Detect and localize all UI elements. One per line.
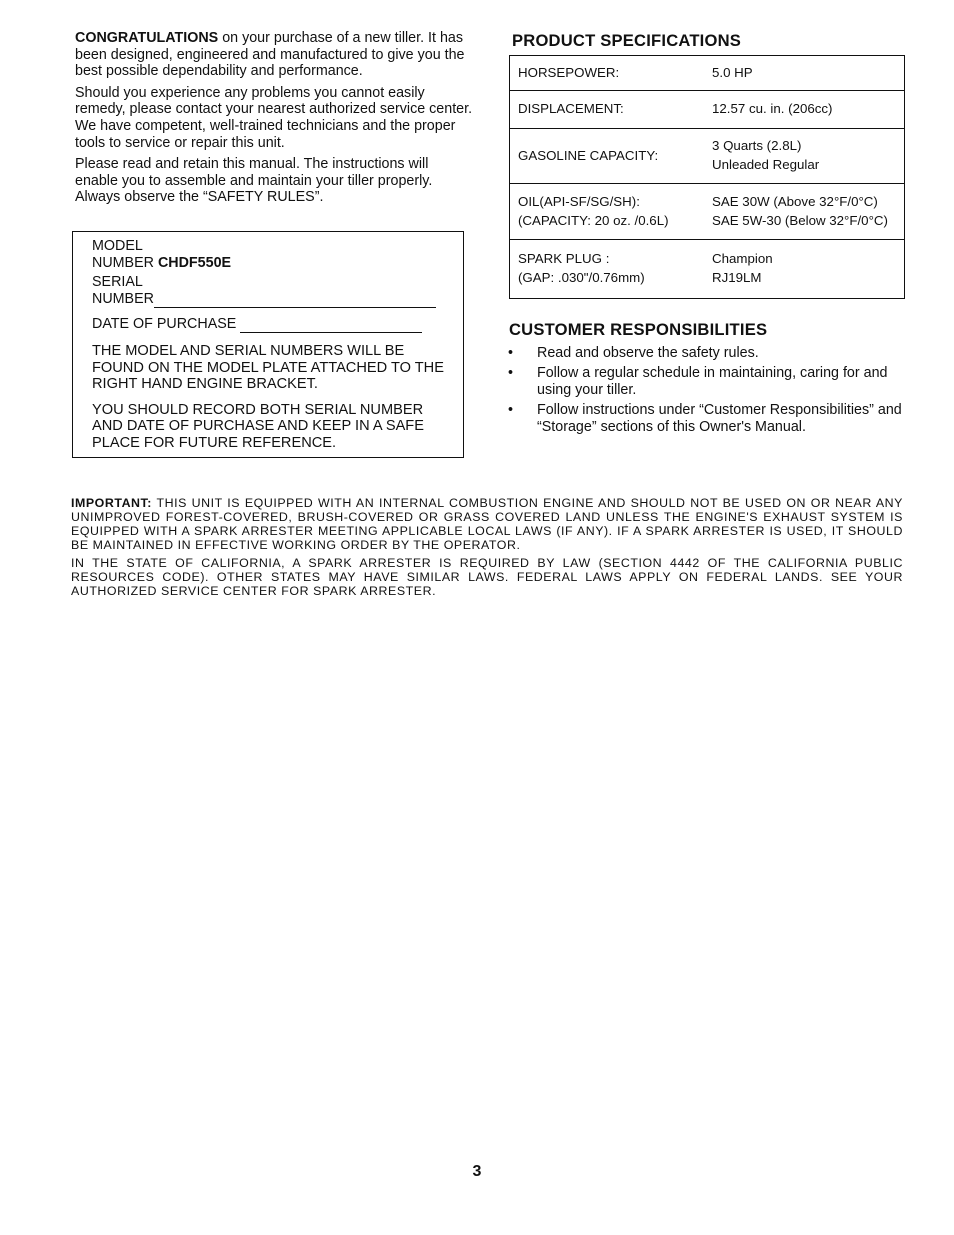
bullet-icon: • xyxy=(508,365,514,382)
important-text-1: THIS UNIT IS EQUIPPED WITH AN INTERNAL COMBUSTION ENGINE AND SHOULD NOT BE USED ON OR NEAR ANY UNIMPROVED FOREST-COVERED, BRUSH-COVERED OR GRASS COVERED LAND UNLESS THE ENGINE'S EXHAUST SYSTEM IS EQUIPPED WITH A SPARK ARRESTER MEETING APPLICABLE LOCAL LAWS (IF ANY). IF A SPARK ARRESTER IS USED, IT SHOULD BE MAINTAINED IN EFFECTIVE WORKING ORDER BY THE OPERATOR. xyxy=(71,496,903,552)
list-item xyxy=(507,402,907,435)
date-of-purchase-label: DATE OF PURCHASE xyxy=(92,316,237,332)
list-item-text: Follow a regular schedule in maintaining, caring for and using your tiller. xyxy=(537,365,888,398)
intro-text-1: on your purchase of a new tiller. It has been designed, engineered and manufactured to give you the best possible dependability and performance. xyxy=(75,30,465,80)
spec-row xyxy=(510,129,905,184)
spec-row xyxy=(510,240,905,299)
list-item-text: Follow instructions under “Customer Responsibilities” and “Storage” sections of this Owner's Manual. xyxy=(537,402,902,435)
spec-label-line: DISPLACEMENT: xyxy=(518,101,624,117)
spec-label-line: OIL(API-SF/SG/SH): xyxy=(518,193,640,209)
important-label: IMPORTANT: xyxy=(71,496,152,510)
page-number: 3 xyxy=(472,1163,482,1180)
spec-value xyxy=(704,91,905,129)
spec-label xyxy=(510,91,705,129)
number-label: NUMBER xyxy=(92,255,154,271)
spec-value xyxy=(704,240,905,299)
model-label: MODEL xyxy=(92,238,143,254)
spec-value xyxy=(704,56,905,91)
spec-value-line: Unleaded Regular xyxy=(712,157,820,172)
serial-number-row xyxy=(92,291,463,308)
model-plate-notice: THE MODEL AND SERIAL NUMBERS WILL BE FOUND ON THE MODEL PLATE ATTACHED TO THE RIGHT HAND ENGINE BRACKET. xyxy=(92,343,444,393)
record-box xyxy=(72,231,464,458)
spec-label-line: (GAP: .030"/0.76mm) xyxy=(518,270,645,285)
important-paragraph-2: IN THE STATE OF CALIFORNIA, A SPARK ARRESTER IS REQUIRED BY LAW (SECTION 4442 OF THE CALIFORNIA PUBLIC RESOURCES CODE). OTHER STATES MAY HAVE SIMILAR LAWS. FEDERAL LAWS APPLY ON FEDERAL LANDS. SEE YOUR AUTHORIZED SERVICE CENTER FOR SPARK ARRESTER. xyxy=(71,556,903,598)
list-item-text: Read and observe the safety rules. xyxy=(537,345,759,361)
list-item xyxy=(507,365,907,398)
intro-paragraph-1 xyxy=(75,30,473,80)
intro-section xyxy=(75,30,473,211)
spec-label xyxy=(510,184,705,240)
spec-row xyxy=(510,56,905,91)
customer-responsibilities-title: CUSTOMER RESPONSIBILITIES xyxy=(509,320,768,339)
congratulations-label: CONGRATULATIONS xyxy=(75,30,219,46)
serial-number-line xyxy=(154,295,436,308)
spec-row xyxy=(510,184,905,240)
spec-value xyxy=(704,184,905,240)
spec-value-line: 5.0 HP xyxy=(712,64,753,80)
bullet-icon: • xyxy=(508,345,514,361)
model-number-row xyxy=(92,255,463,272)
spec-value-line: SAE 5W-30 (Below 32°F/0°C) xyxy=(712,212,888,228)
spec-label-line: SPARK PLUG : xyxy=(518,251,610,267)
spec-value-line: RJ19LM xyxy=(712,270,762,285)
spec-label xyxy=(510,56,705,91)
spec-label xyxy=(510,129,705,184)
intro-paragraph-3: Please read and retain this manual. The instructions will enable you to assemble and maintain your tiller properly. Always observe the “SAFETY RULES”. xyxy=(75,156,433,206)
serial-number-label: NUMBER xyxy=(92,291,154,307)
model-number: CHDF550E xyxy=(157,255,232,271)
list-item xyxy=(507,345,907,361)
spec-label xyxy=(510,240,705,299)
customer-responsibilities-list xyxy=(507,345,907,439)
serial-label: SERIAL xyxy=(92,274,143,290)
spec-value xyxy=(704,129,905,184)
spec-row xyxy=(510,91,905,129)
spec-value-line: Champion xyxy=(712,251,773,267)
specifications-table xyxy=(509,55,905,299)
bullet-icon: • xyxy=(508,402,514,419)
spec-label-line: GASOLINE CAPACITY: xyxy=(518,147,659,163)
important-paragraph-1 xyxy=(71,496,903,552)
spec-value-line: 3 Quarts (2.8L) xyxy=(712,138,802,154)
spec-label-line: HORSEPOWER: xyxy=(518,64,620,80)
spec-value-line: SAE 30W (Above 32°F/0°C) xyxy=(712,193,878,209)
spec-label-line: (CAPACITY: 20 oz. /0.6L) xyxy=(518,212,669,228)
product-specifications-title: PRODUCT SPECIFICATIONS xyxy=(512,31,742,50)
important-notice xyxy=(71,496,903,602)
spec-value-line: 12.57 cu. in. (206cc) xyxy=(712,101,833,117)
record-notice: YOU SHOULD RECORD BOTH SERIAL NUMBER AND DATE OF PURCHASE AND KEEP IN A SAFE PLACE FOR FUTURE REFERENCE. xyxy=(92,401,424,451)
date-row xyxy=(92,316,463,333)
intro-paragraph-2: Should you experience any problems you cannot easily remedy, please contact your nearest authorized service center. We have competent, well-trained technicians and the proper tools to service or repair this unit. xyxy=(75,84,473,151)
date-of-purchase-line xyxy=(240,320,422,333)
